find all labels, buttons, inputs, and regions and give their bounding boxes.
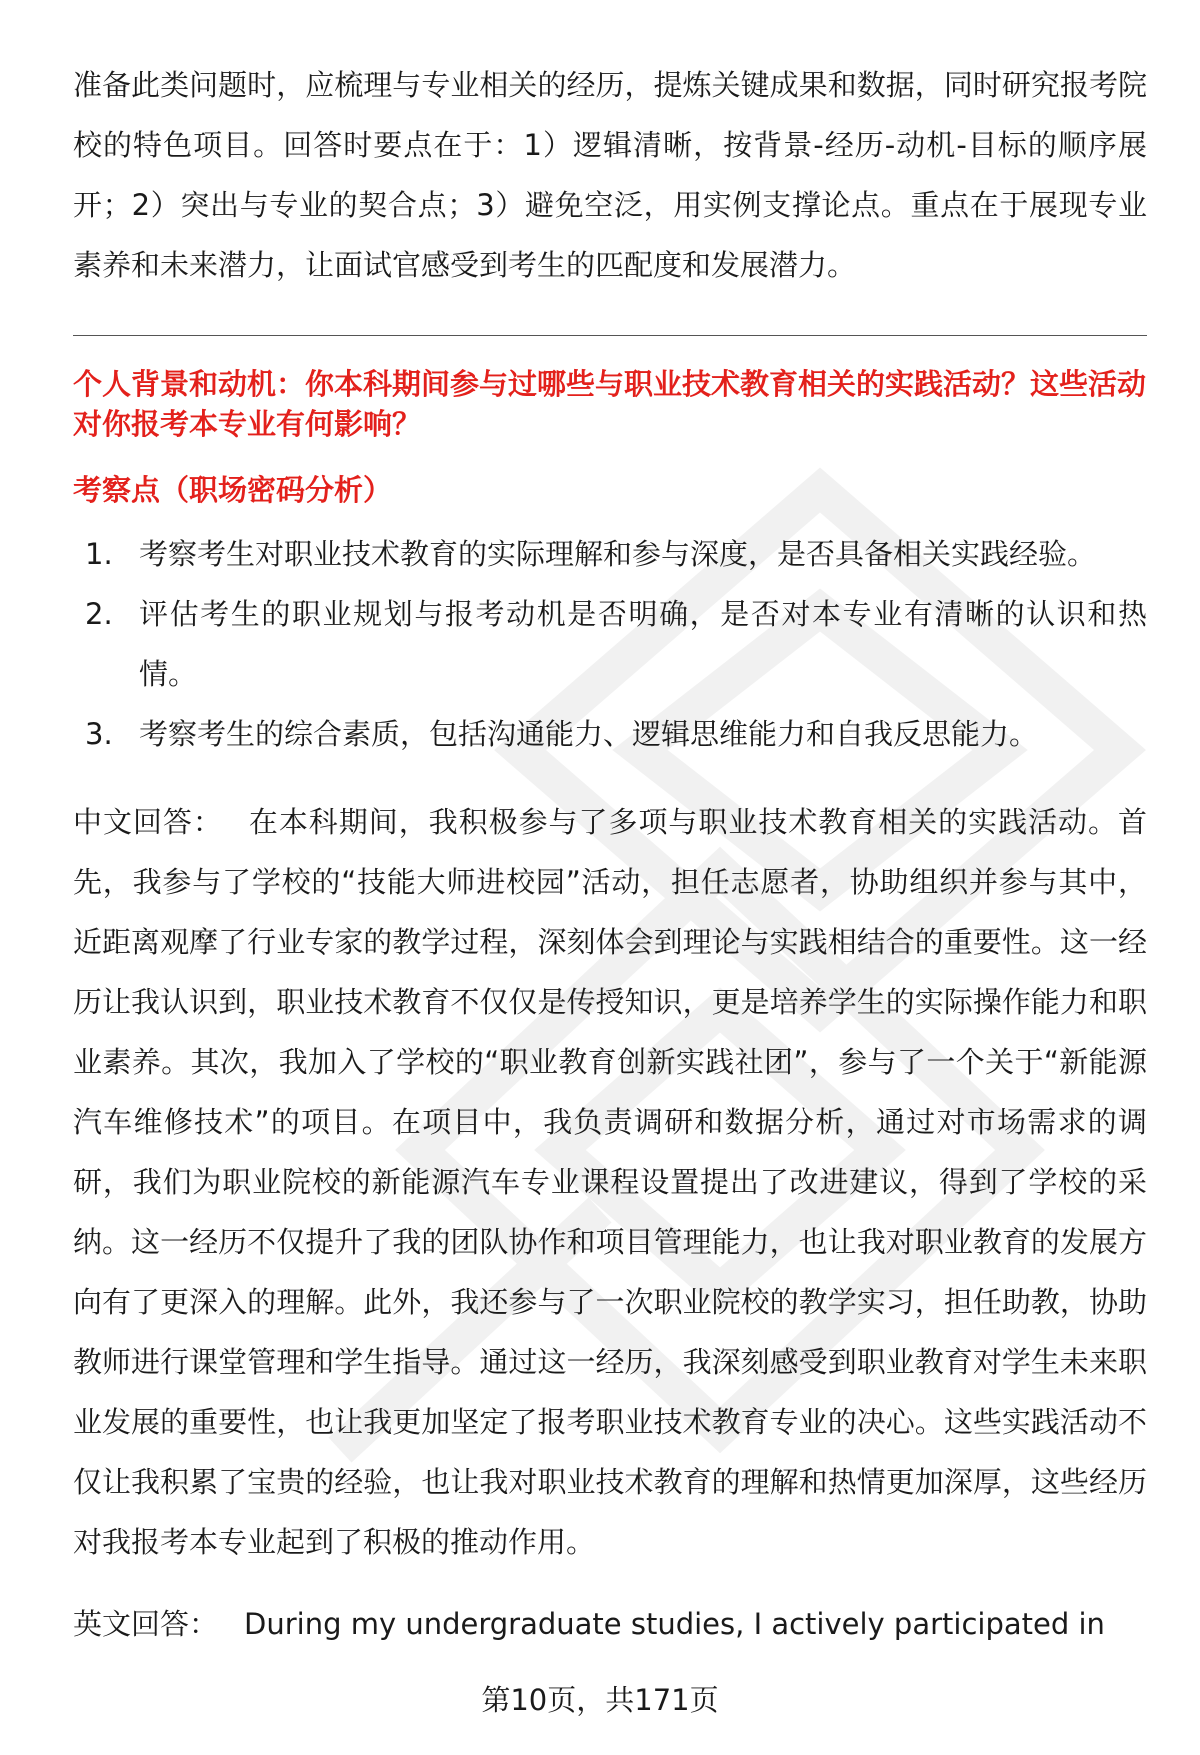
list-item xyxy=(73,584,1147,704)
english-answer-label: 英文回答： xyxy=(73,1607,219,1641)
list-item-text: 考察考生的综合素质，包括沟通能力、逻辑思维能力和自我反思能力。 xyxy=(139,717,1039,751)
list-item-text: 评估考生的职业规划与报考动机是否明确，是否对本专业有清晰的认识和热情。 xyxy=(139,597,1147,691)
chinese-answer-text: 在本科期间，我积极参与了多项与职业技术教育相关的实践活动。首先，我参与了学校的“技能大师进校园”活动，担任志愿者，协助组织并参与其中，近距离观摩了行业专家的教学过程，深刻体会到理论与实践相结合的重要性。这一经历让我认识到，职业技术教育不仅仅是传授知识，更是培养学生的实际操作能力和职业素养。其次，我加入了学校的“职业教育创新实践社团”，参与了一个关于“新能源汽车维修技术”的项目。在项目中，我负责调研和数据分析，通过对市场需求的调研，我们为职业院校的新能源汽车专业课程设置提出了改进建议，得到了学校的采纳。这一经历不仅提升了我的团队协作和项目管理能力，也让我对职业教育的发展方向有了更深入的理解。此外，我还参与了一次职业院校的教学实习，担任助教，协助教师进行课堂管理和学生指导。通过这一经历，我深刻感受到职业教育对学生未来职业发展的重要性，也让我更加坚定了报考职业技术教育专业的决心。这些实践活动不仅让我积累了宝贵的经验，也让我对职业技术教育的理解和热情更加深厚，这些经历对我报考本专业起到了积极的推动作用。 xyxy=(73,805,1147,1559)
section-divider xyxy=(73,335,1147,336)
list-item-number: 1. xyxy=(85,537,113,571)
list-item xyxy=(73,704,1147,764)
english-answer xyxy=(73,1594,1147,1654)
list-item-text: 考察考生对职业技术教育的实际理解和参与深度，是否具备相关实践经验。 xyxy=(139,537,1097,571)
exam-points-heading: 考察点（职场密码分析） xyxy=(73,473,393,507)
page-number-footer: 第10页，共171页 xyxy=(481,1683,719,1717)
list-item-number: 2. xyxy=(85,597,113,631)
intro-paragraph: 准备此类问题时，应梳理与专业相关的经历，提炼关键成果和数据，同时研究报考院校的特色项目。回答时要点在于：1）逻辑清晰，按背景-经历-动机-目标的顺序展开；2）突出与专业的契合点；3）避免空泛，用实例支撑论点。重点在于展现专业素养和未来潜力，让面试官感受到考生的匹配度和发展潜力。 xyxy=(73,68,1147,282)
document-page xyxy=(73,55,1147,1683)
exam-points-list xyxy=(73,524,1147,764)
question-heading: 个人背景和动机：你本科期间参与过哪些与职业技术教育相关的实践活动？这些活动对你报考本专业有何影响？ xyxy=(73,367,1147,441)
list-item xyxy=(73,524,1147,584)
english-answer-text: During my undergraduate studies, I actively participated in xyxy=(244,1607,1105,1641)
chinese-answer xyxy=(73,792,1147,1572)
chinese-answer-label: 中文回答： xyxy=(73,805,223,839)
list-item-number: 3. xyxy=(85,717,113,751)
